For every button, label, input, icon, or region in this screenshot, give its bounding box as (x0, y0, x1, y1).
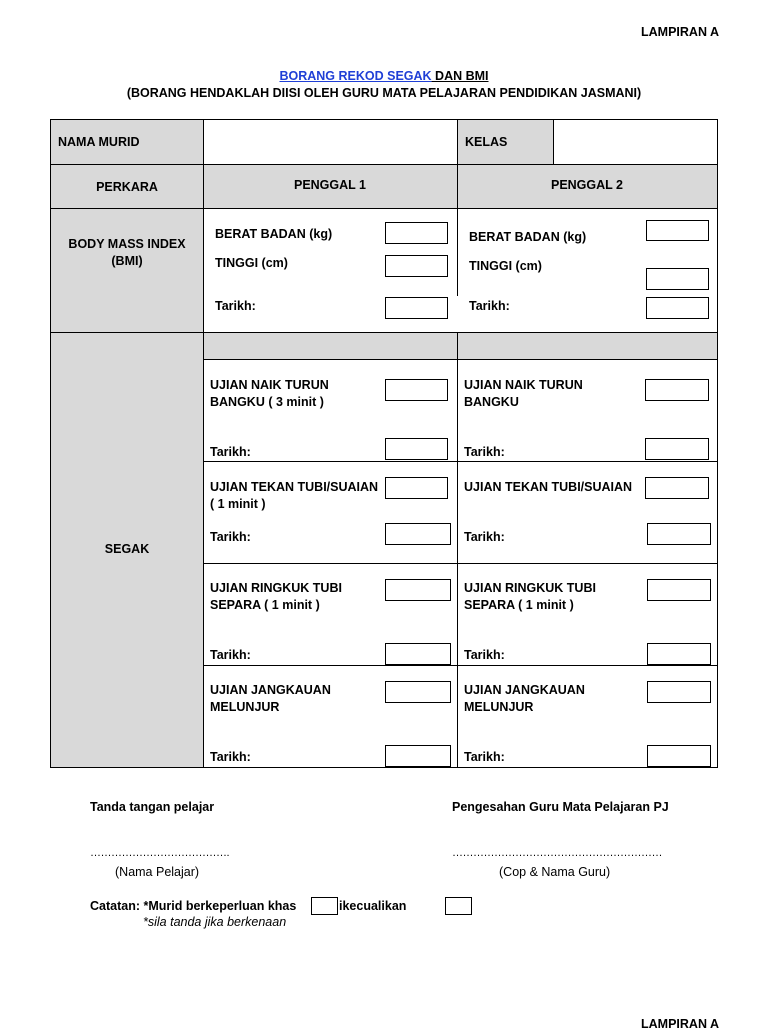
penggal2-header: PENGGAL 2 (550, 178, 623, 192)
p2-jangkauan-l1: UJIAN JANGKAUAN (464, 683, 585, 697)
bmi-label-line2: (BMI) (111, 254, 143, 268)
kelas-field[interactable] (554, 120, 716, 163)
lampiran-label: LAMPIRAN A (641, 25, 720, 39)
perkara-header: PERKARA (96, 180, 158, 194)
p2-tinggi-label: TINGGI (cm) (469, 259, 542, 273)
bmi-label-cell (51, 208, 203, 332)
form-subtitle: (BORANG HENDAKLAH DIISI OLEH GURU MATA PELAJARAN PENDIDIKAN JASMANI) (126, 86, 642, 100)
p1-bmi-tarikh-label: Tarikh: (215, 299, 256, 313)
segak-header-strip (203, 332, 717, 359)
p2-ringkuk-box[interactable] (647, 579, 711, 601)
p2-jangkauan-tarikh: Tarikh: (464, 750, 505, 764)
berkeperluan-khas-checkbox[interactable] (311, 897, 338, 915)
p1-tekan-tarikh: Tarikh: (210, 530, 251, 544)
p2-tekan-box[interactable] (645, 477, 709, 499)
p1-tekan-l1: UJIAN TEKAN TUBI/SUAIAN (210, 480, 379, 494)
p1-jangkauan-box[interactable] (385, 681, 451, 703)
p2-naik-turun-l2: BANGKU (464, 395, 519, 409)
pengesahan-label: Pengesahan Guru Mata Pelajaran PJ (452, 800, 669, 814)
p1-tekan-tarikh-box[interactable] (385, 523, 451, 545)
nama-murid-label: NAMA MURID (58, 135, 140, 149)
p2-jangkauan-l2: MELUNJUR (464, 700, 534, 714)
p2-naik-turun-box[interactable] (645, 379, 709, 401)
p1-tekan-box[interactable] (385, 477, 448, 499)
p2-bmi-tarikh-box[interactable] (646, 297, 709, 319)
p1-tekan-l2: ( 1 minit ) (210, 497, 266, 511)
p2-tekan-tarikh: Tarikh: (464, 530, 505, 544)
p2-naik-turun-l1: UJIAN NAIK TURUN (464, 378, 583, 392)
dikecualikan-label: ikecualikan (339, 899, 407, 913)
p1-ringkuk-tarikh-box[interactable] (385, 643, 451, 665)
p2-ringkuk-l2: SEPARA ( 1 minit ) (464, 598, 574, 612)
segak-label: SEGAK (104, 542, 150, 556)
p1-naik-turun-tarikh-box[interactable] (385, 438, 448, 460)
p2-ringkuk-l1: UJIAN RINGKUK TUBI (464, 581, 596, 595)
p1-jangkauan-l2: MELUNJUR (210, 700, 280, 714)
cop-nama-guru-caption: (Cop & Nama Guru) (499, 865, 611, 879)
p1-ringkuk-tarikh: Tarikh: (210, 648, 251, 662)
p1-bmi-tarikh-box[interactable] (385, 297, 448, 319)
p1-tinggi-label: TINGGI (cm) (215, 256, 288, 270)
p2-tekan-l1: UJIAN TEKAN TUBI/SUAIAN (464, 480, 633, 494)
form-title-rest: DAN BMI (431, 69, 489, 83)
dikecualikan-checkbox[interactable] (445, 897, 472, 915)
signature-line-guru[interactable]: …………………………………………………… (452, 847, 662, 859)
signature-line-pelajar[interactable]: …………………………………. (90, 847, 230, 859)
p1-jangkauan-tarikh: Tarikh: (210, 750, 251, 764)
p2-tekan-tarikh-box[interactable] (647, 523, 711, 545)
p2-berat-box[interactable] (646, 220, 709, 241)
catatan-label: Catatan: *Murid berkeperluan khas (90, 899, 297, 913)
form-title-link[interactable]: BORANG REKOD SEGAK (279, 69, 432, 83)
p1-ringkuk-l1: UJIAN RINGKUK TUBI (210, 581, 342, 595)
p2-tinggi-box[interactable] (646, 268, 709, 290)
p1-naik-turun-box[interactable] (385, 379, 448, 401)
p2-bmi-tarikh-label: Tarikh: (469, 299, 510, 313)
form-title (0, 68, 768, 85)
p1-naik-turun-l2: BANGKU ( 3 minit ) (210, 395, 324, 409)
p1-berat-box[interactable] (385, 222, 448, 244)
p2-naik-turun-tarikh: Tarikh: (464, 445, 505, 459)
nama-murid-field[interactable] (204, 120, 456, 163)
p2-berat-label: BERAT BADAN (kg) (469, 230, 587, 244)
p2-jangkauan-box[interactable] (647, 681, 711, 703)
p1-ringkuk-l2: SEPARA ( 1 minit ) (210, 598, 320, 612)
p1-jangkauan-tarikh-box[interactable] (385, 745, 451, 767)
p2-ringkuk-tarikh-box[interactable] (647, 643, 711, 665)
nama-pelajar-caption: (Nama Pelajar) (115, 865, 200, 879)
penggal1-header: PENGGAL 1 (293, 178, 366, 192)
p2-naik-turun-tarikh-box[interactable] (645, 438, 709, 460)
p1-ringkuk-box[interactable] (385, 579, 451, 601)
sila-tanda-note: *sila tanda jika berkenaan (143, 915, 287, 929)
p2-ringkuk-tarikh: Tarikh: (464, 648, 505, 662)
bottom-lampiran-label: LAMPIRAN A (641, 1017, 720, 1031)
p1-naik-turun-l1: UJIAN NAIK TURUN (210, 378, 329, 392)
p1-berat-label: BERAT BADAN (kg) (215, 227, 333, 241)
p1-naik-turun-tarikh: Tarikh: (210, 445, 251, 459)
tanda-tangan-label: Tanda tangan pelajar (90, 800, 215, 814)
bmi-label-line1: BODY MASS INDEX (68, 237, 186, 251)
p1-tinggi-box[interactable] (385, 255, 448, 277)
kelas-label: KELAS (465, 135, 508, 149)
p1-jangkauan-l1: UJIAN JANGKAUAN (210, 683, 331, 697)
p2-jangkauan-tarikh-box[interactable] (647, 745, 711, 767)
